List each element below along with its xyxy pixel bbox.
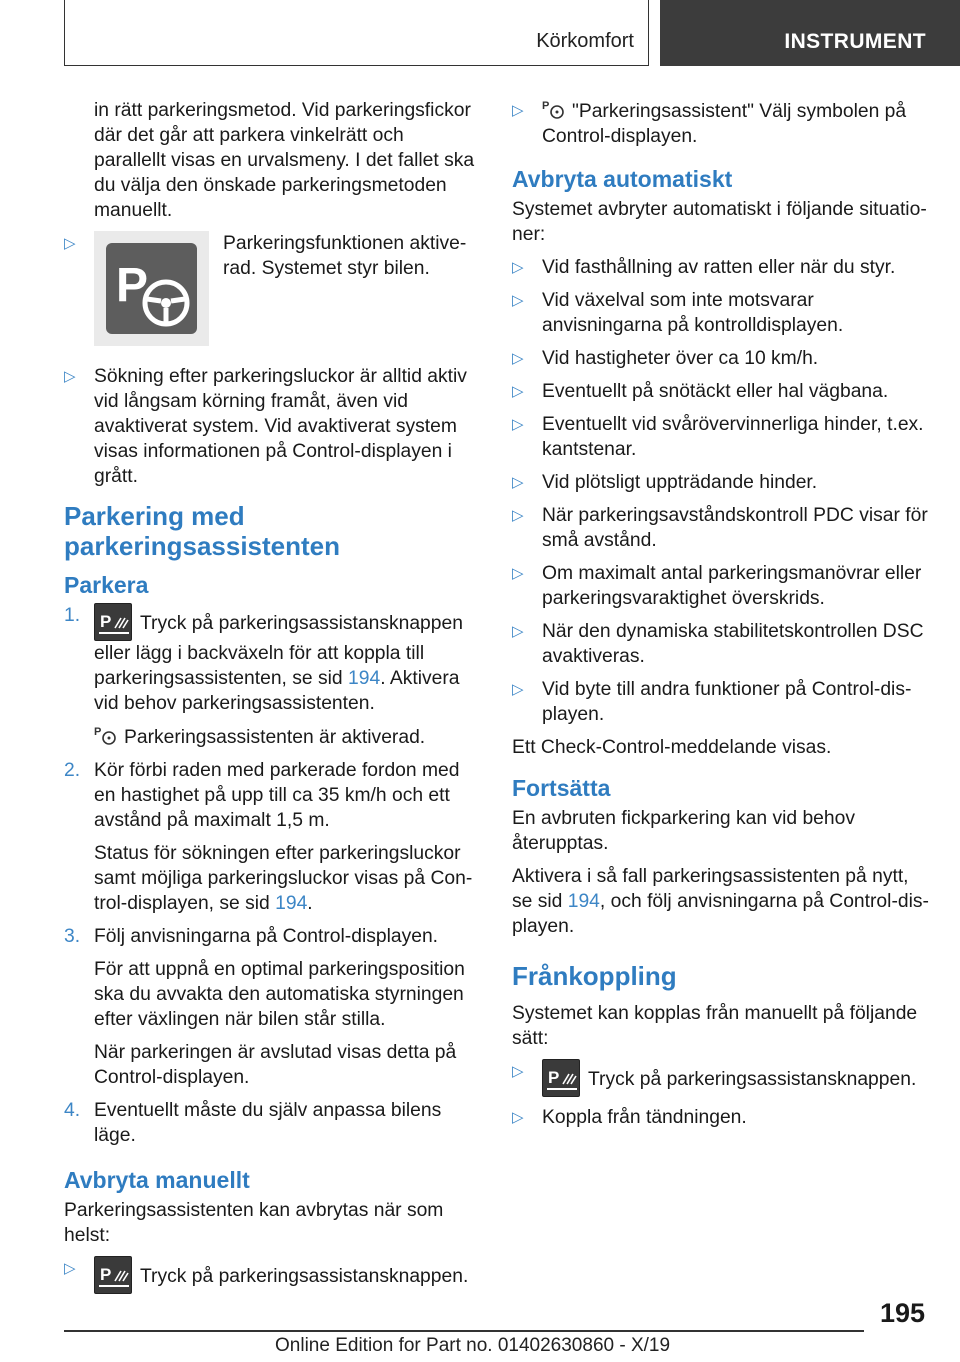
page-link[interactable]: 194 [275, 893, 308, 914]
bullet-triangle-icon: ▷ [512, 350, 524, 367]
bullet-triangle-icon: ▷ [512, 383, 524, 400]
bullet-frank-2-text: Koppla från tändningen. [542, 1107, 747, 1128]
step-4-number: 4. [64, 1100, 81, 1121]
parking-assist-button-icon [542, 1059, 580, 1097]
step-1-text-end: . Aktivera vid behov parkeringsassistenten. [94, 668, 460, 714]
intro-text: in rätt parkeringsmetod. Vid parkeringsfickor där det går att parkera vinkelrätt och parallellt visas en urvalsmeny. I det fallet ska du välja den önskade parkeringsmetoden manuellt. [94, 100, 475, 221]
bullet-search-text: Sökning efter parkeringsluckor är alltid aktiv vid långsam körning framåt, även vid avaktiverat system. Vid avaktiverat system visas informationen på Control-displayen i grått. [94, 366, 467, 487]
step-4-text: Eventuellt måste du själv anpassa bilens läge. [94, 1100, 442, 1146]
bullet-active [64, 231, 478, 346]
auto-text: Systemet avbryter automatiskt i följande situationer: [512, 199, 927, 245]
auto-list-item [512, 346, 930, 371]
step-2-sub [64, 841, 478, 916]
parking-steering-icon [94, 231, 209, 346]
step-1-sub-text: Parkeringsassistenten är aktiverad. [124, 727, 426, 748]
step-4 [64, 1098, 478, 1148]
step-3-number: 3. [64, 926, 81, 947]
bullet-triangle-icon: ▷ [512, 623, 524, 640]
bullet-symbol-text: "Parkeringsassistent" Välj symbolen på Control-displayen. [542, 101, 907, 147]
bullet-triangle-icon: ▷ [512, 416, 524, 433]
auto-list-item-text: Vid växelval som inte motsvarar anvisningarna på kontrolldisplayen. [542, 290, 844, 336]
bullet-triangle-icon: ▷ [512, 259, 524, 276]
bullet-triangle-icon: ▷ [512, 102, 524, 119]
parking-steering-icon [94, 724, 118, 746]
auto-list-item [512, 412, 930, 462]
bullet-triangle-icon: ▷ [512, 1063, 524, 1080]
heading-fortsatta: Fortsätta [512, 775, 611, 801]
check-control-text: Ett Check-Control-meddelande visas. [512, 737, 832, 758]
bullet-triangle-icon: ▷ [512, 681, 524, 698]
bullet-frank-2 [512, 1105, 930, 1130]
page-link[interactable]: 194 [348, 668, 381, 689]
bullet-triangle-icon: ▷ [512, 507, 524, 524]
auto-list [512, 255, 930, 727]
step-3 [64, 924, 478, 949]
bullet-triangle-icon: ▷ [512, 292, 524, 309]
auto-list-item-text: När den dynamiska stabilitetskontrollen DSC avaktiveras. [542, 621, 924, 667]
header-chapter [660, 0, 960, 66]
parking-steering-icon [542, 98, 566, 120]
header-chapter-title: INSTRUMENT [784, 30, 926, 53]
footer-rule [64, 1330, 864, 1332]
frank-text: Systemet kan kopplas från manuellt på följande sätt: [512, 1003, 918, 1049]
step-3-text: Följ anvisningarna på Control-displayen. [94, 926, 439, 947]
parking-assist-button-icon [94, 603, 132, 641]
header-section [64, 0, 649, 66]
left-column [64, 98, 478, 1302]
svg-text:P: P [116, 259, 149, 312]
bullet-triangle-icon: ▷ [512, 1109, 524, 1126]
heading-frankoppling: Frånkoppling [512, 961, 677, 991]
bullet-symbol [512, 98, 930, 149]
auto-list-item [512, 619, 930, 669]
step-1-sub [64, 724, 478, 750]
page-link[interactable]: 194 [567, 891, 600, 912]
fortsatta-text-2a: Aktivera i så fall parkeringsassistenten på nytt, se sid [512, 866, 909, 912]
step-3-sub-2: När parkeringen är avslutad visas detta på Control-displayen. [94, 1042, 457, 1088]
parking-assist-button-icon [94, 1256, 132, 1294]
step-1 [64, 603, 478, 716]
step-2-text: Kör förbi raden med parkerade fordon med en hastighet på upp till ca 35 km/h och ett avstånd på maximalt 1,5 m. [94, 760, 460, 831]
fortsatta-text-2 [512, 864, 930, 939]
header-section-title: Körkomfort [536, 30, 634, 52]
auto-list-item-text: Eventuellt vid svårövervinnerliga hinder, t.ex. kantstenar. [542, 414, 924, 460]
bullet-frank-1 [512, 1059, 930, 1097]
auto-list-item [512, 379, 930, 404]
fortsatta-text-2b: , och följ anvisningarna på Control-displayen. [512, 891, 929, 937]
auto-list-item-text: Vid byte till andra funktioner på Control-displayen. [542, 679, 912, 725]
bullet-triangle-icon: ▷ [64, 368, 76, 385]
page-number: 195 [880, 1298, 926, 1328]
step-1-text: Tryck på parkeringsassistansknappen eller lägg i backväxeln för att koppla till parkeringsassistenten, se sid [94, 613, 463, 689]
bullet-triangle-icon: ▷ [512, 474, 524, 491]
bullet-frank-1-text: Tryck på parkeringsassistansknappen. [588, 1069, 917, 1090]
footer-edition: Online Edition for Part no. 01402630860 - X/19 [275, 1335, 671, 1356]
bullet-triangle-icon: ▷ [64, 1260, 76, 1277]
bullet-search [64, 364, 478, 489]
right-column [512, 98, 930, 1138]
heading-manuellt: Avbryta manuellt [64, 1167, 250, 1193]
auto-list-item-text: Vid plötsligt uppträdande hinder. [542, 472, 818, 493]
bullet-manuellt [64, 1256, 478, 1294]
auto-list-item [512, 288, 930, 338]
auto-list-item-text: När parkeringsavståndskontroll PDC visar för små avstånd. [542, 505, 928, 551]
auto-list-item-text: Om maximalt antal parkeringsmanövrar eller parkeringsvaraktighet överskrids. [542, 563, 922, 609]
auto-list-item [512, 561, 930, 611]
heading-auto: Avbryta automatiskt [512, 166, 733, 192]
bullet-active-text: Parkeringsfunktionen aktiverad. Systemet styr bilen. [223, 233, 467, 279]
auto-list-item [512, 255, 930, 280]
auto-list-item [512, 677, 930, 727]
auto-list-item [512, 503, 930, 553]
fortsatta-text-1: En avbruten fickparkering kan vid behov återupptas. [512, 808, 855, 854]
auto-list-item [512, 470, 930, 495]
auto-list-item-text: Vid fasthållning av ratten eller när du styr. [542, 257, 896, 278]
step-3-sub-1: För att uppnå en optimal parkeringsposition ska du avvakta den automatiska styrningen efter växlingen när bilen står stilla. [94, 959, 465, 1030]
step-2-sub-text: Status för sökningen efter parkeringsluckor samt möjliga parkeringsluckor visas på Control-displayen, se sid [94, 843, 473, 914]
bullet-triangle-icon: ▷ [64, 235, 76, 252]
heading-parkering: Parkering med parkeringsassistenten [64, 501, 341, 561]
step-2 [64, 758, 478, 833]
auto-list-item-text: Vid hastigheter över ca 10 km/h. [542, 348, 819, 369]
auto-list-item-text: Eventuellt på snötäckt eller hal vägbana. [542, 381, 889, 402]
step-1-number: 1. [64, 605, 81, 626]
step-2-sub-end: . [307, 893, 313, 914]
heading-parkera: Parkera [64, 572, 149, 598]
bullet-manuellt-text: Tryck på parkeringsassistansknappen. [140, 1266, 469, 1287]
bullet-triangle-icon: ▷ [512, 565, 524, 582]
step-2-number: 2. [64, 760, 81, 781]
manuellt-text: Parkeringsassistenten kan avbrytas när som helst: [64, 1200, 444, 1246]
